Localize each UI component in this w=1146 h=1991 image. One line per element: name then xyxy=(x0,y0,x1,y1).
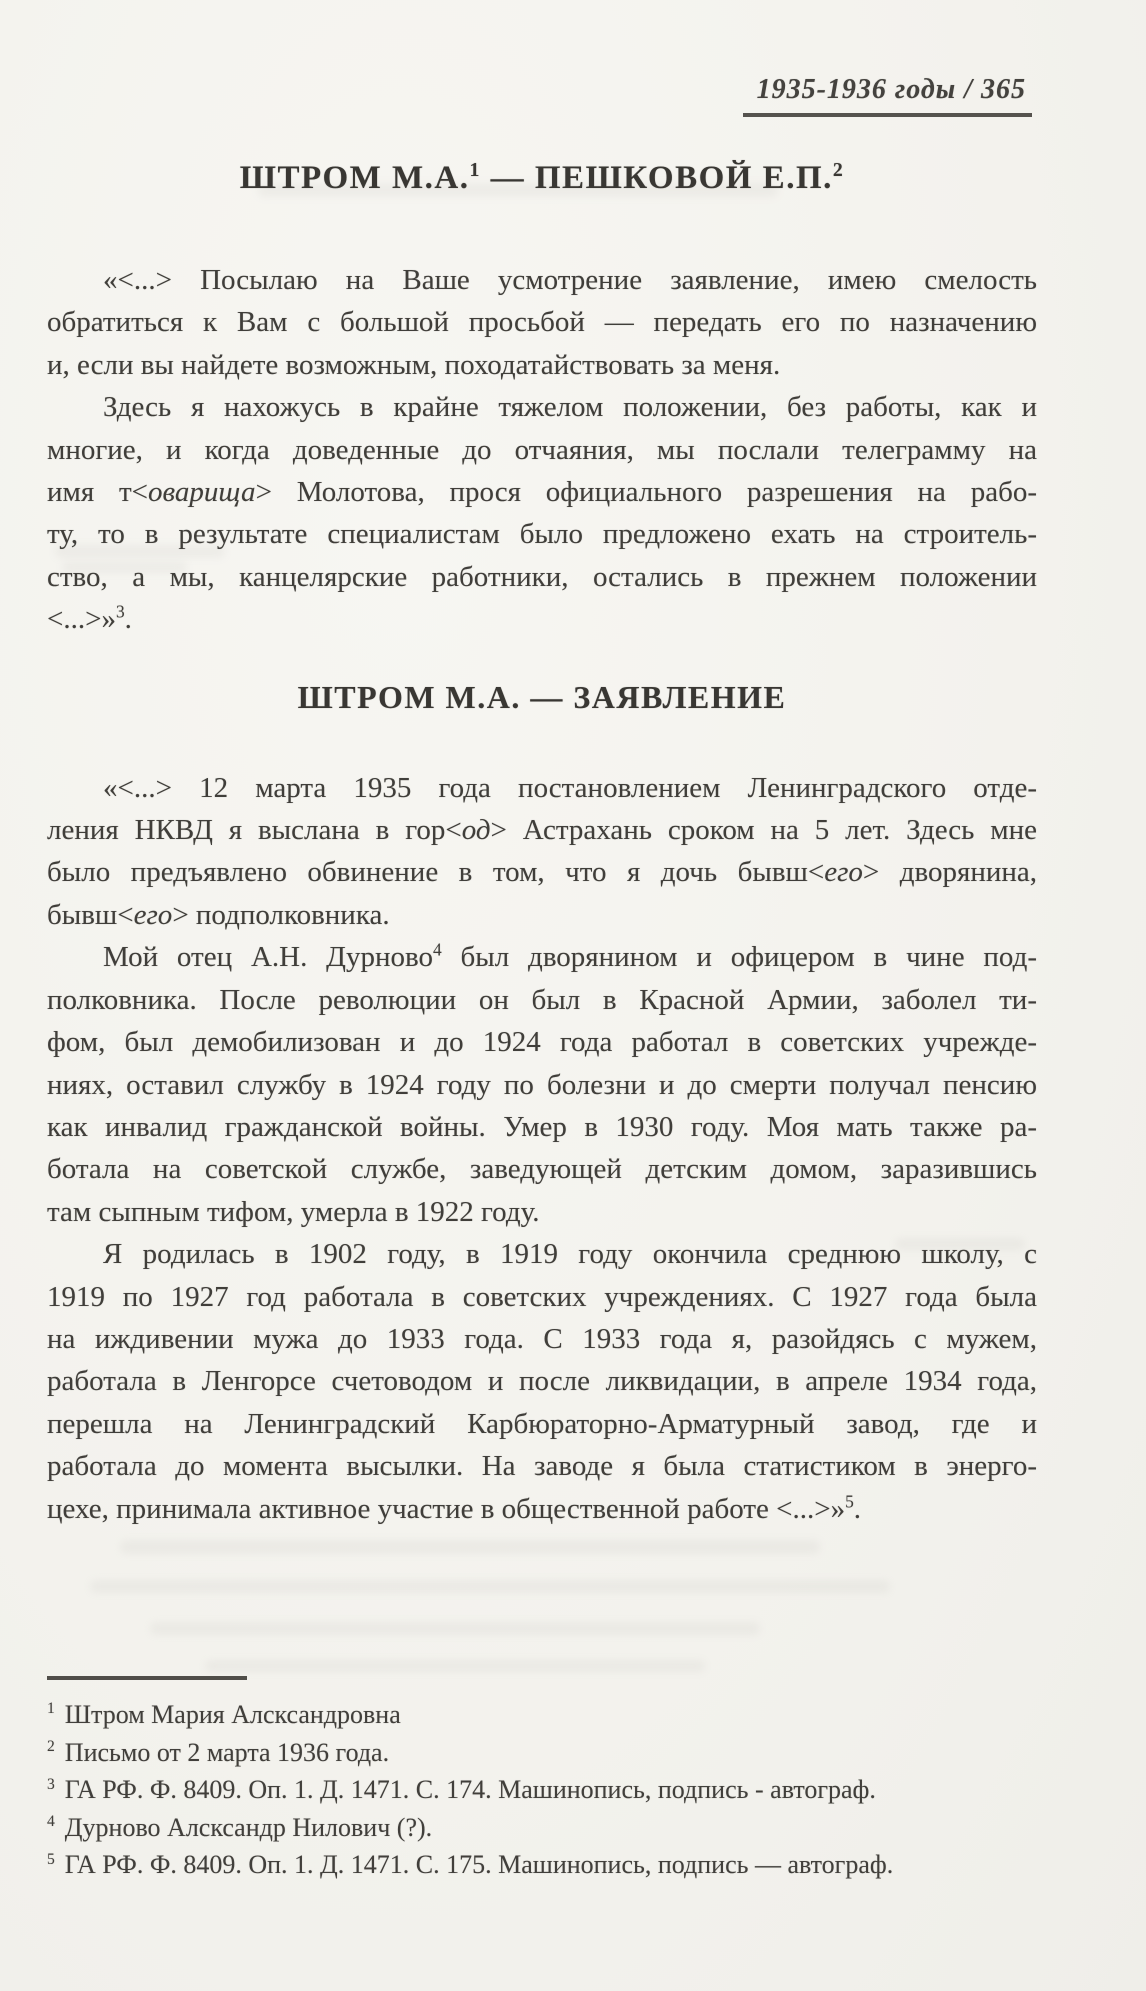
text-line xyxy=(47,1403,1037,1445)
footnote xyxy=(47,1771,1067,1809)
text-segment: Мой отец А.Н. Дурново xyxy=(103,941,433,974)
text-segment: > подполковника. xyxy=(172,898,390,931)
footnote-separator xyxy=(47,1676,247,1680)
text-line xyxy=(47,1106,1037,1148)
text-line xyxy=(47,259,1037,301)
scan-smudge xyxy=(120,1540,820,1554)
superscript-marker: 2 xyxy=(832,159,845,181)
text-line xyxy=(47,1191,1037,1233)
superscript-marker: 4 xyxy=(432,939,442,960)
text-segment: работала до момента высылки. На заводе я была статистиком в энерго- xyxy=(47,1450,1037,1483)
text-line xyxy=(47,386,1037,428)
text-line xyxy=(47,556,1037,598)
text-segment: Письмо от 2 марта 1936 года. xyxy=(64,1737,390,1767)
text-segment: его xyxy=(133,898,173,931)
footnote xyxy=(47,1734,1067,1772)
text-segment: Штром Мария Алсксандровна xyxy=(64,1700,401,1729)
text-segment: ниях, оставил службу в 1924 году по болезни и до смерти получал пенсию xyxy=(47,1068,1037,1101)
superscript-marker: 3 xyxy=(47,1775,55,1793)
text-segment: Я родилась в 1902 году, в 1919 году окончила среднюю школу, с xyxy=(103,1238,1037,1271)
text-line xyxy=(47,429,1037,471)
text-line xyxy=(47,809,1037,851)
document-body xyxy=(47,259,1037,1530)
scan-smudge xyxy=(205,1660,705,1672)
text-segment: ления НКВД я выслана в гор< xyxy=(47,814,462,847)
text-line xyxy=(47,1318,1037,1360)
text-line xyxy=(47,979,1037,1021)
text-segment: многие, и когда доведенные до отчаяния, мы послали телеграмму на xyxy=(47,433,1037,466)
text-line xyxy=(47,471,1037,513)
text-segment: ботала на советской службе, заведующей детским домом, заразившись xyxy=(47,1153,1037,1186)
text-line xyxy=(47,851,1037,893)
text-segment: бывш< xyxy=(47,898,134,931)
text-line xyxy=(47,1276,1037,1318)
text-segment: . xyxy=(124,603,132,636)
text-segment: его xyxy=(824,856,863,889)
text-segment: > Астрахань сроком на 5 лет. Здесь мне xyxy=(490,814,1038,847)
page-header-folio: 1935-1936 годы / 365 xyxy=(743,74,1032,117)
text-segment: фом, был демобилизован и до 1924 года работал в советских учрежде- xyxy=(47,1026,1037,1059)
text-segment: на иждивении мужа до 1933 года. С 1933 года я, разойдясь с мужем, xyxy=(47,1322,1037,1355)
text-segment: имя т< xyxy=(47,476,149,509)
text-segment: перешла на Ленинградский Карбюраторно-Арматурный завод, где и xyxy=(47,1407,1037,1440)
text-segment: оварища xyxy=(148,476,256,509)
text-segment: ство, а мы, канцелярские работники, остались в прежнем положении xyxy=(47,560,1037,593)
text-segment: — ПЕШКОВОЙ Е.П. xyxy=(480,160,833,196)
document-title xyxy=(47,160,1037,197)
text-line xyxy=(47,1233,1037,1275)
text-segment: ГА РФ. Ф. 8409. Оп. 1. Д. 1471. С. 174. Машинопись, подпись - автограф. xyxy=(64,1775,876,1805)
text-segment: был дворянином и офицером в чине под- xyxy=(441,941,1037,974)
text-line xyxy=(47,1488,1037,1530)
superscript-marker: 1 xyxy=(469,159,481,181)
text-line xyxy=(47,344,1037,386)
text-line xyxy=(47,1445,1037,1487)
text-segment: . xyxy=(853,1492,862,1525)
scan-smudge xyxy=(90,1580,890,1593)
footnote xyxy=(47,1696,1067,1734)
text-segment: «<...> 12 марта 1935 года постановлением Ленинградского отде- xyxy=(103,771,1037,804)
text-line xyxy=(47,1021,1037,1063)
superscript-marker: 5 xyxy=(845,1490,854,1511)
scan-smudge xyxy=(150,1622,760,1635)
text-segment: ШТРОМ М.А. xyxy=(239,160,470,196)
footnote-list xyxy=(47,1696,1067,1884)
statement-title: ШТРОМ М.А. — ЗАЯВЛЕНИЕ xyxy=(297,678,787,715)
text-segment: работала в Ленгорсе счетоводом и после ликвидации, в апреле 1934 года, xyxy=(47,1365,1037,1398)
footnote xyxy=(47,1846,1067,1884)
text-segment: цехе, принимала активное участие в общественной работе <...>» xyxy=(47,1492,846,1525)
footnotes xyxy=(47,1676,1067,1884)
text-segment: там сыпным тифом, умерла в 1922 году. xyxy=(47,1195,540,1228)
letter-text xyxy=(47,259,1037,641)
text-line xyxy=(47,936,1037,978)
text-segment: Здесь я нахожусь в крайне тяжелом положении, без работы, как и xyxy=(103,391,1037,424)
text-segment: од xyxy=(461,814,491,847)
superscript-marker: 2 xyxy=(47,1737,55,1755)
text-segment: полковника. После революции он был в Красной Армии, заболел ти- xyxy=(47,983,1037,1016)
text-segment: ГА РФ. Ф. 8409. Оп. 1. Д. 1471. С. 175. Машинопись, подпись — автограф. xyxy=(64,1850,894,1880)
statement-text xyxy=(47,767,1037,1530)
text-line xyxy=(47,1148,1037,1190)
text-segment: Дурново Алсксандр Нилович (?). xyxy=(64,1812,433,1842)
text-line xyxy=(47,894,1037,936)
text-segment: как инвалид гражданской войны. Умер в 1930 году. Моя мать также ра- xyxy=(47,1110,1037,1143)
text-line xyxy=(47,513,1037,555)
text-segment: обратиться к Вам с большой просьбой — передать его по назначению xyxy=(47,306,1037,339)
text-segment: и, если вы найдете возможным, походатайствовать за меня. xyxy=(47,348,781,381)
text-segment: > дворянина, xyxy=(862,856,1038,889)
text-line xyxy=(47,1360,1037,1402)
text-segment: было предъявлено обвинение в том, что я дочь бывш< xyxy=(47,856,825,889)
text-line xyxy=(47,767,1037,809)
text-segment: ту, то в результате специалистам было предложено ехать на строитель- xyxy=(47,518,1037,551)
superscript-marker: 1 xyxy=(47,1700,55,1718)
text-segment: «<...> Посылаю на Ваше усмотрение заявление, имею смелость xyxy=(103,264,1037,296)
text-segment: 1919 по 1927 год работала в советских учреждениях. С 1927 года была xyxy=(47,1280,1037,1313)
footnote xyxy=(47,1809,1067,1847)
text-line xyxy=(47,598,1037,640)
superscript-marker: 3 xyxy=(115,601,125,622)
text-segment: > Молотова, прося официального разрешения на рабо- xyxy=(255,476,1037,509)
text-line xyxy=(47,1064,1037,1106)
superscript-marker: 4 xyxy=(47,1813,55,1831)
text-line xyxy=(47,301,1037,343)
text-segment: <...>» xyxy=(47,603,116,636)
superscript-marker: 5 xyxy=(47,1850,55,1868)
